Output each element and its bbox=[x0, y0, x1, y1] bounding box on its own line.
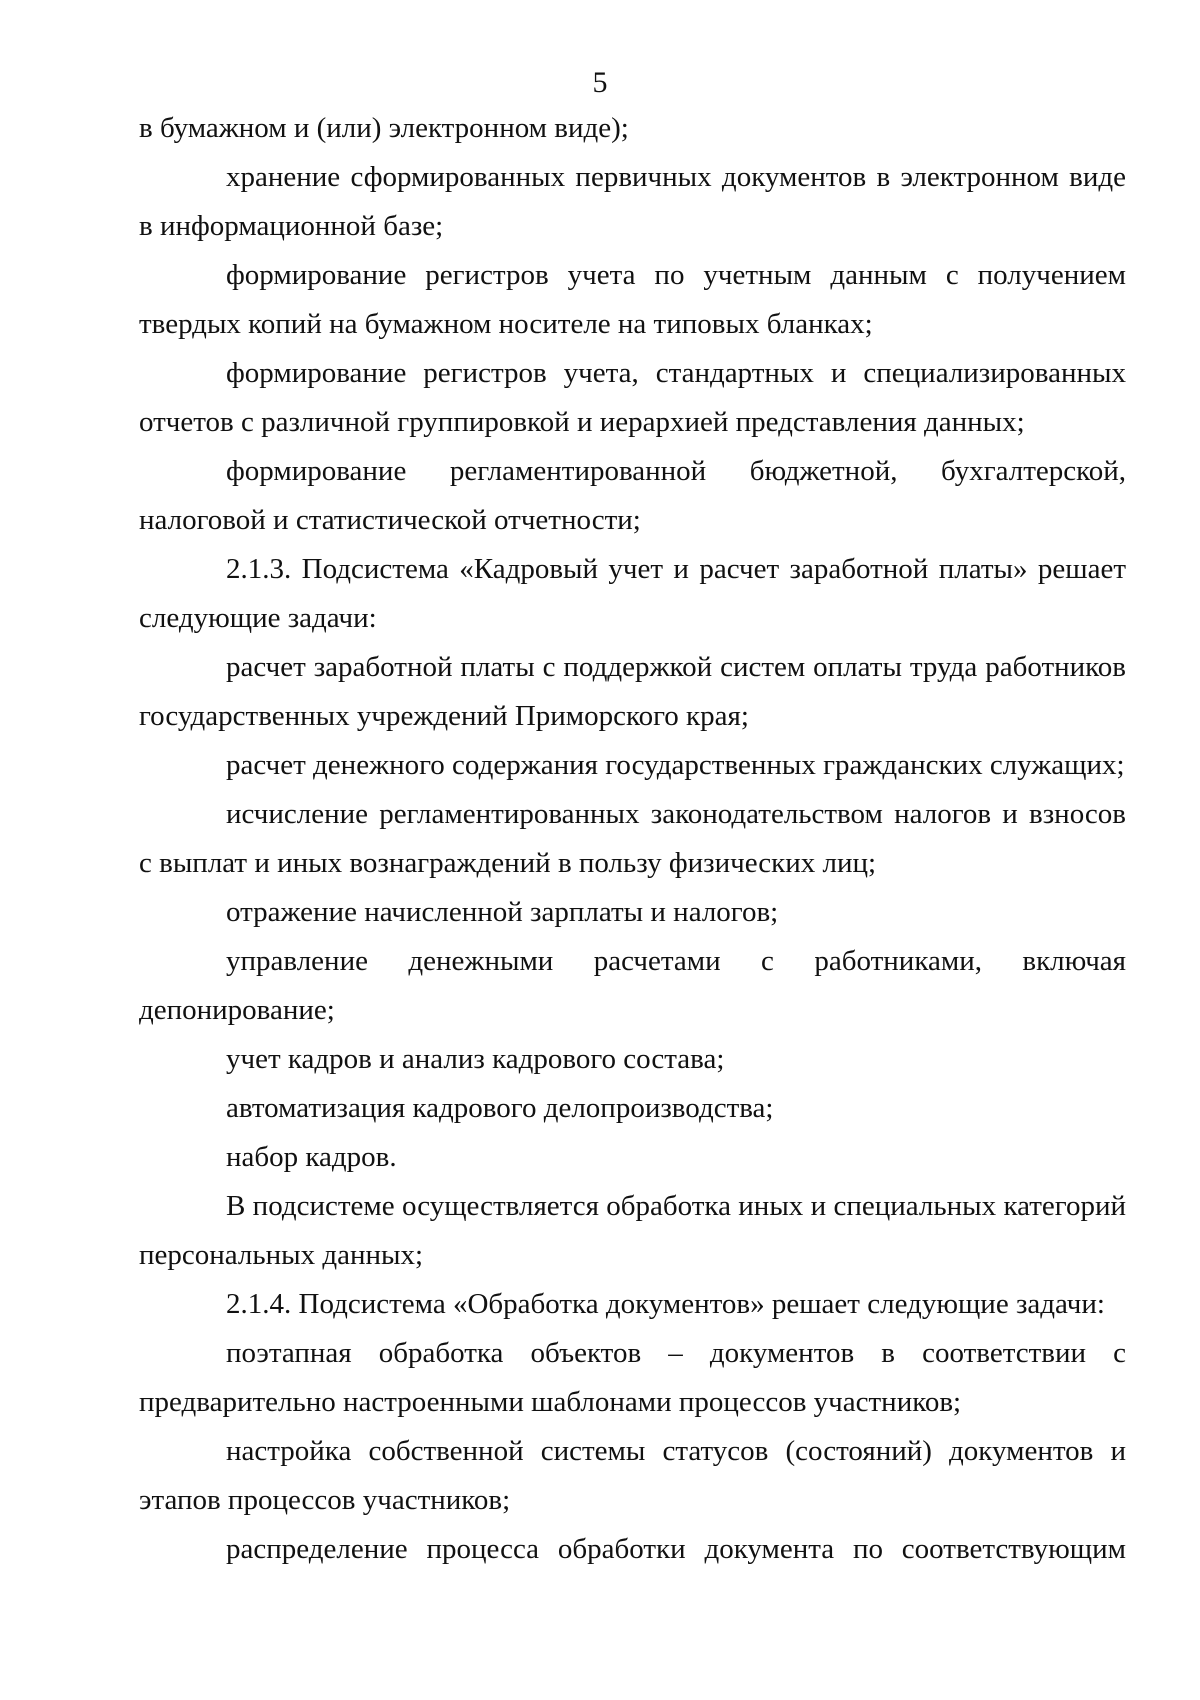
paragraph-section-2-1-3: 2.1.3. Подсистема «Кадровый учет и расчет заработной платы» решает следующие задачи: bbox=[139, 553, 1126, 634]
body-text bbox=[139, 104, 1126, 1574]
paragraph-registers-reports: формирование регистров учета, стандартных и специализированных отчетов с различной группировкой и иерархией представления данных; bbox=[139, 357, 1126, 438]
paragraph-status-setup: настройка собственной системы статусов (состояний) документов и этапов процессов участников; bbox=[139, 1435, 1126, 1516]
paragraph-payroll: расчет заработной платы с поддержкой систем оплаты труда работников государственных учреждений Приморского края; bbox=[139, 651, 1126, 732]
paragraph-staged-processing: поэтапная обработка объектов – документов в соответствии с предварительно настроенными шаблонами процессов участников; bbox=[139, 1337, 1126, 1418]
paragraph-hr-accounting: учет кадров и анализ кадрового состава; bbox=[226, 1043, 725, 1075]
paragraph-registers-copies: формирование регистров учета по учетным данным с получением твердых копий на бумажном носителе на типовых бланках; bbox=[139, 259, 1126, 340]
paragraph-continuation: в бумажном и (или) электронном виде); bbox=[139, 112, 629, 144]
paragraph-taxes: исчисление регламентированных законодательством налогов и взносов с выплат и иных вознаграждений в пользу физических лиц; bbox=[139, 798, 1126, 879]
paragraph-storage: хранение сформированных первичных документов в электронном виде в информационной базе; bbox=[139, 161, 1126, 242]
paragraph-section-2-1-4: 2.1.4. Подсистема «Обработка документов» решает следующие задачи: bbox=[226, 1288, 1105, 1320]
paragraph-salary-posting: отражение начисленной зарплаты и налогов; bbox=[226, 896, 779, 928]
paragraph-recruitment: набор кадров. bbox=[226, 1141, 397, 1173]
paragraph-hr-records: автоматизация кадрового делопроизводства; bbox=[226, 1092, 774, 1124]
paragraph-settlements: управление денежными расчетами с работниками, включая депонирование; bbox=[139, 945, 1126, 1026]
page-number: 5 bbox=[592, 66, 608, 99]
paragraph-personal-data: В подсистеме осуществляется обработка иных и специальных категорий персональных данных; bbox=[139, 1190, 1126, 1271]
paragraph-regulated-reporting: формирование регламентированной бюджетной, бухгалтерской, налоговой и статистической отчетности; bbox=[139, 455, 1126, 536]
paragraph-allowance: расчет денежного содержания государственных гражданских служащих; bbox=[226, 749, 1125, 781]
paragraph-distribution: распределение процесса обработки документа по соответствующим bbox=[226, 1533, 1126, 1565]
